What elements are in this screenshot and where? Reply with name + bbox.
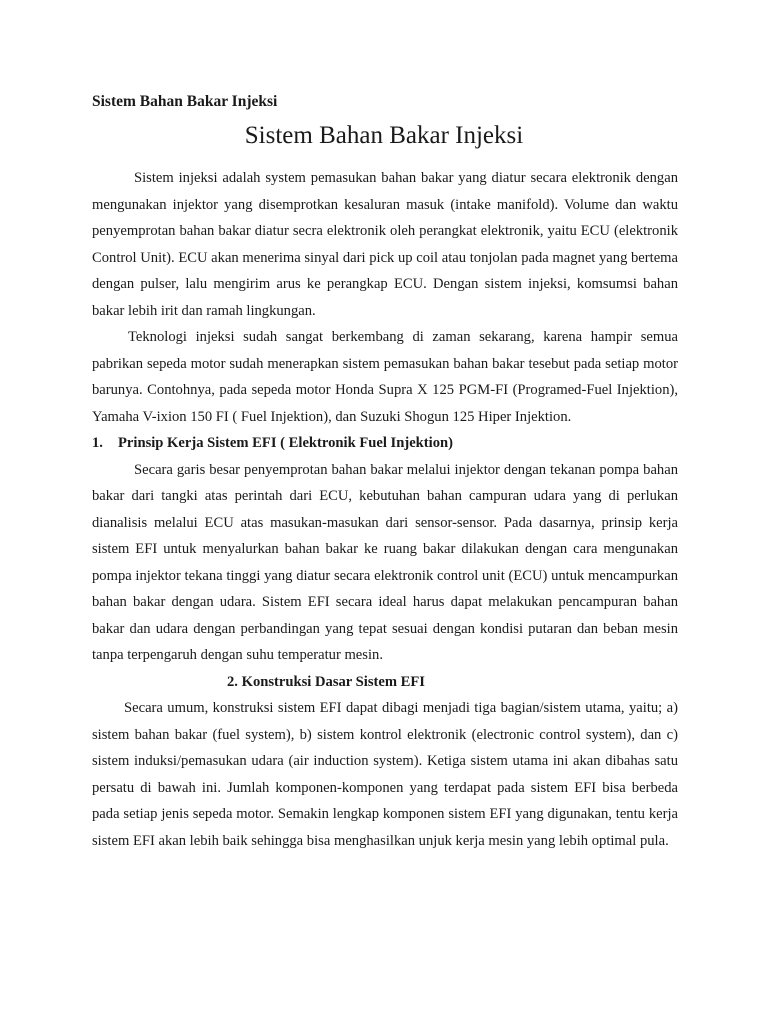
section-2-heading: 2. Konstruksi Dasar Sistem EFI [227,673,425,690]
section-1-heading-text: Prinsip Kerja Sistem EFI ( Elektronik Fuel Injektion) [118,435,453,451]
section-1-paragraph: Secara garis besar penyemprotan bahan bakar melalui injektor dengan tekanan pompa bahan bakar dari tangki atas perintah dari ECU, kebutuhan bahan campuran udara yang di perlukan dianalisis melalui ECU atas masukan-masukan dari sensor-sensor. Pada dasarnya, prinsip kerja sistem EFI untuk menyalurkan bahan bakar ke ruang bakar dilakukan dengan cara mengunakan pompa injektor tekana tinggi yang diatur secara elektronik control unit (ECU) untuk mencampurkan bahan bakar dengan udara. Sistem EFI secara ideal harus dapat melakukan pencampuran bahan bakar dan udara dengan perbandingan yang tepat sesuai dengan kondisi putaran dan beban mesin tanpa terpengaruh dengan suhu temperatur mesin. [92,461,678,663]
document-body [92,165,678,854]
intro-paragraph-2: Teknologi injeksi sudah sangat berkembang di zaman sekarang, karena hampir semua pabrikan sepeda motor sudah menerapkan sistem pemasukan bahan bakar tesebut pada setiap motor barunya. Contohnya, pada sepeda motor Honda Supra X 125 PGM-FI (Programed-Fuel Injektion), Yamaha V-ixion 150 FI ( Fuel Injektion), dan Suzuki Shogun 125 Hiper Injektion. [92,329,678,425]
intro-paragraph-1: Sistem injeksi adalah system pemasukan bahan bakar yang diatur secara elektronik dengan mengunakan injektor yang disemprotkan kesaluran masuk (intake manifold). Volume dan waktu penyemprotan bahan bakar diatur secra elektronik oleh perangkat elektronik, yaitu ECU (elektronik Control Unit). ECU akan menerima sinyal dari pick up coil atau tonjolan pada magnet yang bertema dengan pulser, lalu mengirim arus ke perangkap ECU. Dengan sistem injeksi, komsumsi bahan bakar lebih irit dan ramah lingkungan. [92,170,679,319]
document-title: Sistem Bahan Bakar Injeksi [244,122,524,149]
section-1-number: 1. [92,435,103,451]
section-2-paragraph: Secara umum, konstruksi sistem EFI dapat dibagi menjadi tiga bagian/sistem utama, yaitu; a) sistem bahan bakar (fuel system), b) sistem kontrol elektronik (electronic control system), dan c) sistem induksi/pemasukan udara (air induction system). Ketiga sistem utama ini akan dibahas satu persatu di bawah ini. Jumlah komponen-komponen yang terdapat pada sistem EFI bisa berbeda pada setiap jenis sepeda motor. Semakin lengkap komponen sistem EFI yang digunakan, tentu kerja sistem EFI akan lebih baik sehingga bisa menghasilkan unjuk kerja mesin yang lebih optimal pula. [92,700,678,849]
header-title: Sistem Bahan Bakar Injeksi [92,93,278,110]
section-1-heading [92,430,678,457]
